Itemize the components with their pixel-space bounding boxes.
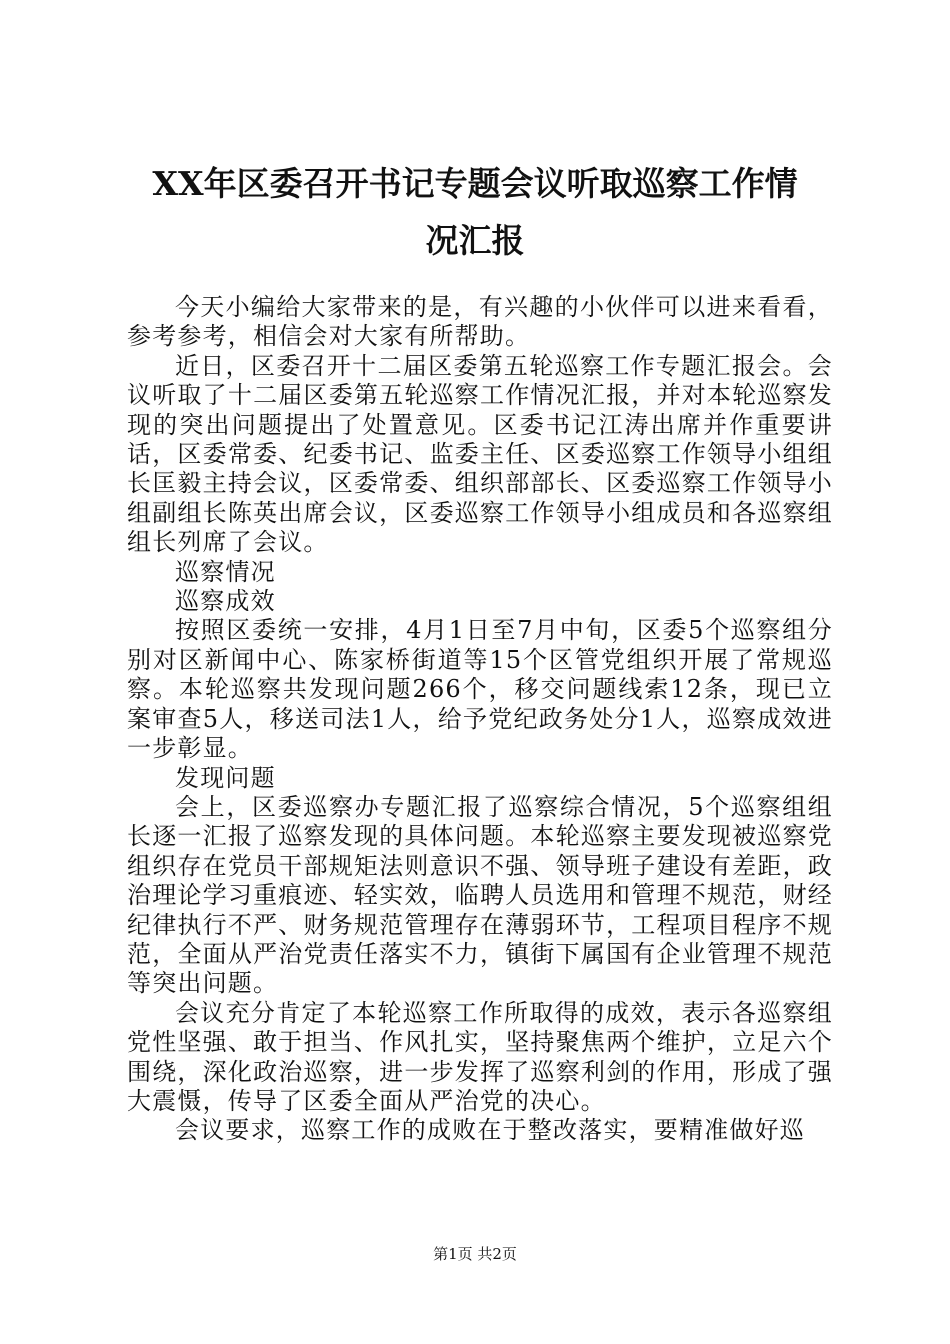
paragraph-requirements: 会议要求，巡察工作的成败在于整改落实，要精准做好巡 [175, 1116, 805, 1145]
section-heading-issues-found: 发现问题 [175, 763, 276, 792]
paragraph-issues: 会上，区委巡察办专题汇报了巡察综合情况，5个巡察组组长逐一汇报了巡察发现的具体问题。本轮巡察主要发现被巡察党组织存在党员干部规矩法则意识不强、领导班子建设有差距，政治理论学习重痕迹、轻实效，临聘人员选用和管理不规范，财经纪律执行不严、财务规范管理存在薄弱环节，工程项目程序不规范，全面从严治党责任落实不力，镇街下属国有企业管理不规范等突出问题。 [127, 792, 833, 998]
document-body [127, 293, 833, 1146]
section-heading-inspection-status: 巡察情况 [175, 557, 276, 586]
page-footer: 第1页 共2页 [433, 1245, 517, 1263]
document-title-line-1: XX年区委召开书记专题会议听取巡察工作情 [152, 164, 798, 203]
paragraph-intro: 今天小编给大家带来的是，有兴趣的小伙伴可以进来看看，参考参考，相信会对大家有所帮助。 [127, 293, 833, 351]
section-heading-inspection-results: 巡察成效 [175, 587, 276, 616]
paragraph-affirmation: 会议充分肯定了本轮巡察工作所取得的成效，表示各巡察组党性坚强、敢于担当、作风扎实，坚持聚焦两个维护，立足六个围绕，深化政治巡察，进一步发挥了巡察利剑的作用，形成了强大震慑，传导了区委全面从严治党的决心。 [127, 998, 833, 1115]
paragraph-results: 按照区委统一安排，4月1日至7月中旬，区委5个巡察组分别对区新闻中心、陈家桥街道等15个区管党组织开展了常规巡察。本轮巡察共发现问题266个，移交问题线索12条，现已立案审查5人，移送司法1人，给予党纪政务处分1人，巡察成效进一步彰显。 [127, 616, 833, 763]
paragraph-meeting: 近日，区委召开十二届区委第五轮巡察工作专题汇报会。会议听取了十二届区委第五轮巡察工作情况汇报，并对本轮巡察发现的突出问题提出了处置意见。区委书记江涛出席并作重要讲话，区委常委、纪委书记、监委主任、区委巡察工作领导小组组长匡毅主持会议，区委常委、组织部部长、区委巡察工作领导小组副组长陈英出席会议，区委巡察工作领导小组成员和各巡察组组长列席了会议。 [127, 351, 833, 557]
document-title-line-2: 况汇报 [425, 221, 525, 260]
